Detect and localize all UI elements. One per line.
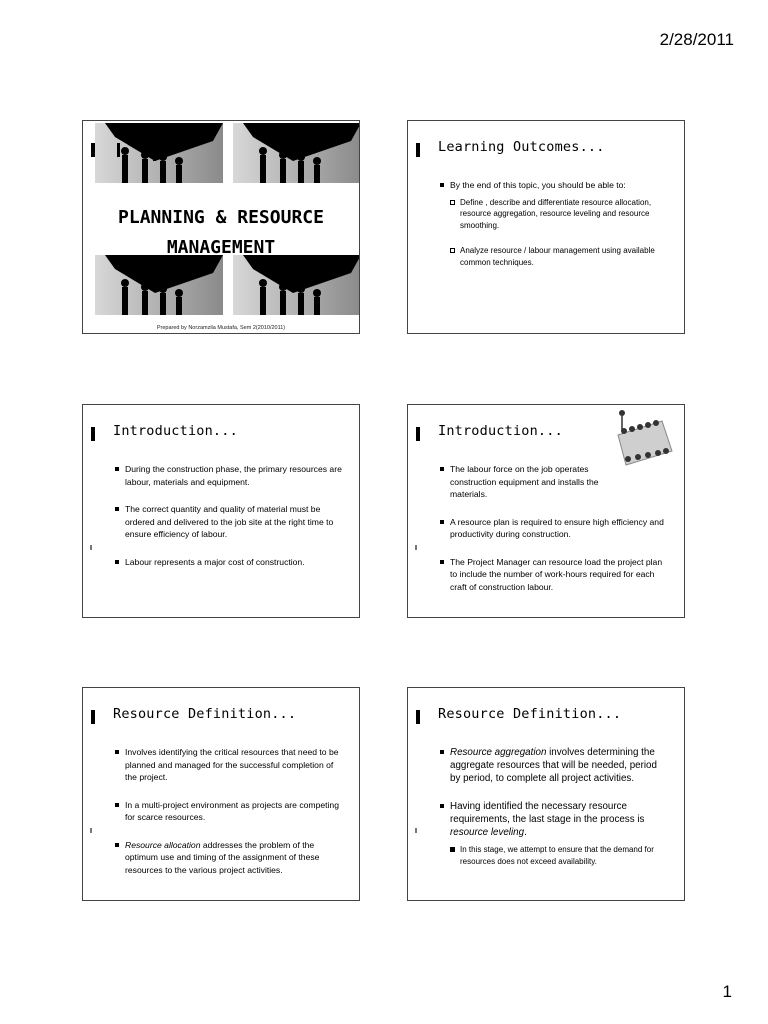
slide-learning-outcomes [407, 120, 685, 334]
sub-list-item: Analyze resource / labour management using available common techniques. [450, 245, 670, 268]
slide-tick [90, 545, 92, 550]
teamwork-chain-icon [614, 409, 676, 471]
slide-marker [91, 710, 95, 724]
list-item: The labour force on the job operates construction equipment and installs the materials. [440, 463, 664, 501]
bullet-text: Having identified the necessary resource requirements, the last stage in the process is [450, 801, 645, 825]
slide-tick [415, 545, 417, 550]
sub-list-item: Define , describe and differentiate resource allocation, resource aggregation, resource leveling and resource smoothing. [450, 197, 670, 232]
slide-title: Introduction... [113, 423, 238, 439]
slide-resource-definition-2 [407, 687, 685, 901]
team-lifting-image [95, 123, 223, 183]
team-lifting-image [95, 255, 223, 315]
slide-marker [91, 427, 95, 441]
list-item: Involves identifying the critical resources that need to be planned and managed for the successful completion of the project. [115, 746, 345, 784]
title-line-2: MANAGEMENT [166, 237, 276, 258]
team-lifting-image [233, 123, 360, 183]
page-number: 1 [722, 982, 732, 1001]
slide-tick [415, 828, 417, 833]
prepared-by-credit: Prepared by Norzamzila Mustafa, Sem 2(2010/2011) [156, 325, 286, 331]
bullet-text: involves determining the aggregate resources that will be needed, period by period, to complete all project activities. [450, 747, 657, 784]
list-item: Labour represents a major cost of construction. [115, 556, 345, 569]
slide-resource-definition [82, 687, 360, 901]
slide-title: Resource Definition... [113, 706, 297, 722]
title-line-1: PLANNING & RESOURCE [118, 207, 324, 228]
list-item [115, 839, 345, 877]
sub-list-item: In this stage, we attempt to ensure that the demand for resources does not exceed availability. [450, 844, 670, 867]
bullet-text: By the end of this topic, you should be able to: [450, 180, 626, 190]
list-item: The Project Manager can resource load the project plan to include the number of work-hours required for each craft of construction labour. [440, 556, 664, 594]
italic-term: Resource allocation [125, 839, 201, 850]
slide-marker [416, 143, 420, 157]
slide-introduction [82, 404, 360, 618]
bullet-text: addresses the problem of the optimum use and timing of the assignment of these resources to the various project activities. [125, 839, 320, 875]
list-item: During the construction phase, the primary resources are labour, materials and equipment. [115, 463, 345, 488]
slide-title: Learning Outcomes... [438, 139, 605, 155]
slide-introduction-2 [407, 404, 685, 618]
slide-title: Resource Definition... [438, 706, 622, 722]
list-item: In a multi-project environment as projects are competing for scarce resources. [115, 799, 345, 824]
list-item [440, 179, 670, 268]
italic-term: resource leveling [450, 827, 525, 838]
team-lifting-image [233, 255, 360, 315]
bullet-text: . [524, 827, 527, 838]
slide-title [82, 120, 360, 334]
slide-tick [90, 828, 92, 833]
list-item [440, 746, 670, 785]
date-header: 2/28/2011 [659, 30, 734, 49]
italic-term: Resource aggregation [450, 747, 547, 758]
slide-marker [416, 427, 420, 441]
slide-title: Introduction... [438, 423, 563, 439]
list-item [440, 800, 670, 867]
slide-main-title [83, 203, 359, 263]
list-item: A resource plan is required to ensure high efficiency and productivity during construction. [440, 516, 664, 541]
list-item: The correct quantity and quality of material must be ordered and delivered to the job site at the right time to ensure efficiency of labour. [115, 503, 345, 541]
slide-marker [416, 710, 420, 724]
